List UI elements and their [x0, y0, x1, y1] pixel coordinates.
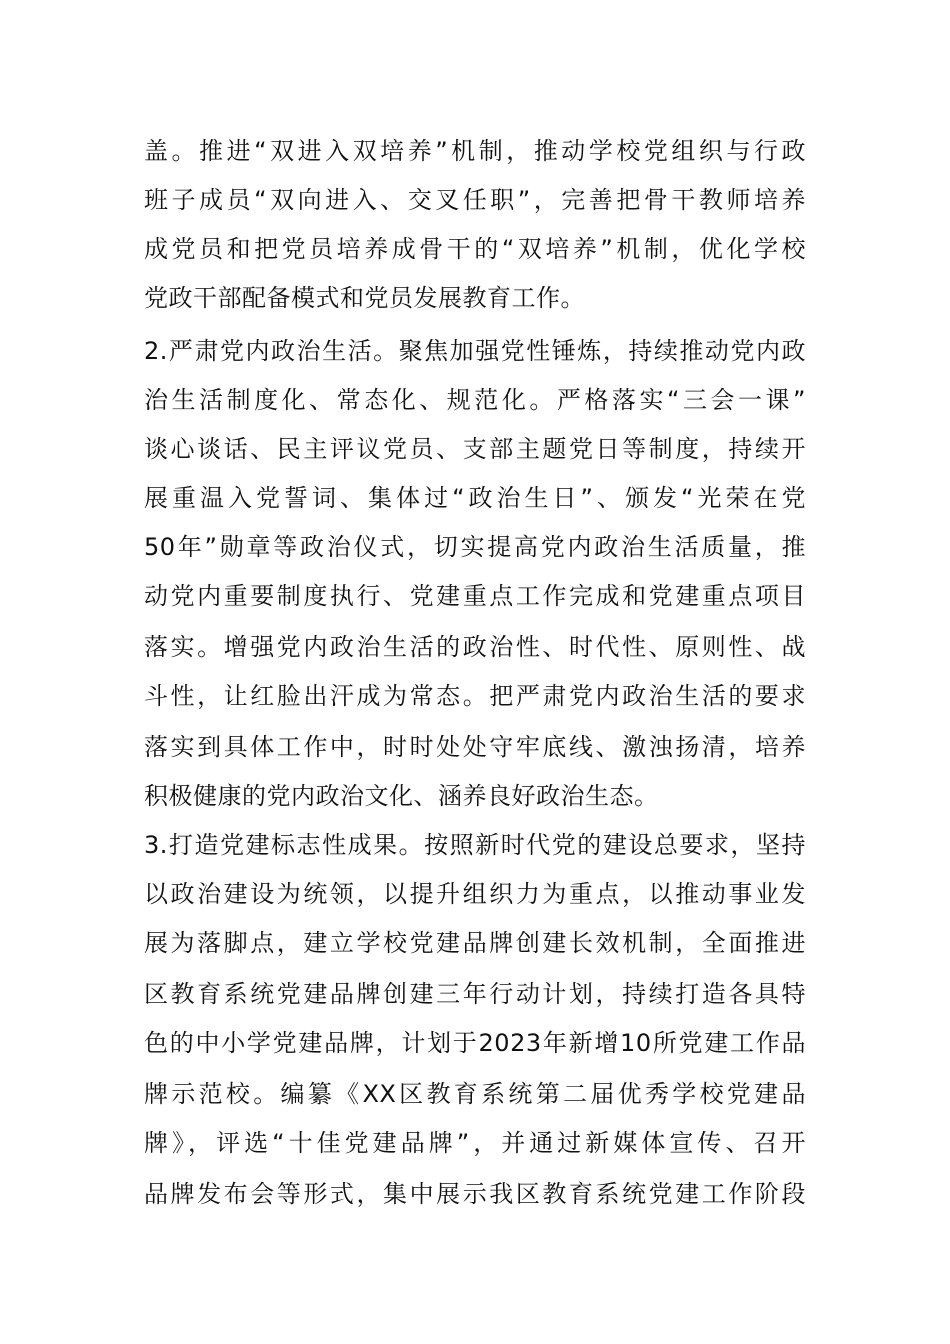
- text-line: 积极健康的党内政治文化、涵养良好政治生态。: [144, 782, 659, 810]
- text-line: 班子成员“双向进入、交叉任职”，完善把骨干教师培养: [144, 186, 806, 214]
- text-line: 50年”勋章等政治仪式，切实提高党内政治生活质量，推: [144, 533, 806, 561]
- text-line: 牌》，评选“十佳党建品牌”，并通过新媒体宣传、召开: [144, 1129, 806, 1157]
- text-line: 展重温入党誓词、集体过“政治生日”、颁发“光荣在党: [144, 484, 806, 512]
- text-line: 展为落脚点，建立学校党建品牌创建长效机制，全面推进: [144, 929, 806, 957]
- text-line: 治生活制度化、常态化、规范化。严格落实“三会一课”: [144, 386, 806, 414]
- text-line: 党政干部配备模式和党员发展教育工作。: [144, 284, 585, 312]
- text-line: 斗性，让红脸出汗成为常态。把严肃党内政治生活的要求: [144, 682, 806, 710]
- text-line: 谈心谈话、民主评议党员、支部主题党日等制度，持续开: [144, 435, 806, 463]
- text-line: 落实到具体工作中，时时处处守牢底线、激浊扬清，培养: [144, 733, 806, 761]
- text-line: 成党员和把党员培养成骨干的“双培养”机制，优化学校: [144, 235, 806, 263]
- text-line: 品牌发布会等形式，集中展示我区教育系统党建工作阶段: [144, 1180, 806, 1208]
- text-line: 以政治建设为统领，以提升组织力为重点，以推动事业发: [144, 880, 806, 908]
- text-line: 牌示范校。编纂《XX区教育系统第二届优秀学校党建品: [144, 1080, 806, 1108]
- text-line: 2.严肃党内政治生活。聚焦加强党性锤炼，持续推动党内政: [144, 337, 806, 365]
- text-line: 3.打造党建标志性成果。按照新时代党的建设总要求，坚持: [144, 831, 806, 859]
- text-line: 落实。增强党内政治生活的政治性、时代性、原则性、战: [144, 633, 806, 661]
- text-line: 盖。推进“双进入双培养”机制，推动学校党组织与行政: [144, 137, 806, 165]
- text-line: 色的中小学党建品牌，计划于2023年新增10所党建工作品: [144, 1029, 806, 1057]
- text-line: 区教育系统党建品牌创建三年行动计划，持续打造各具特: [144, 980, 806, 1008]
- text-line: 动党内重要制度执行、党建重点工作完成和党建重点项目: [144, 582, 806, 610]
